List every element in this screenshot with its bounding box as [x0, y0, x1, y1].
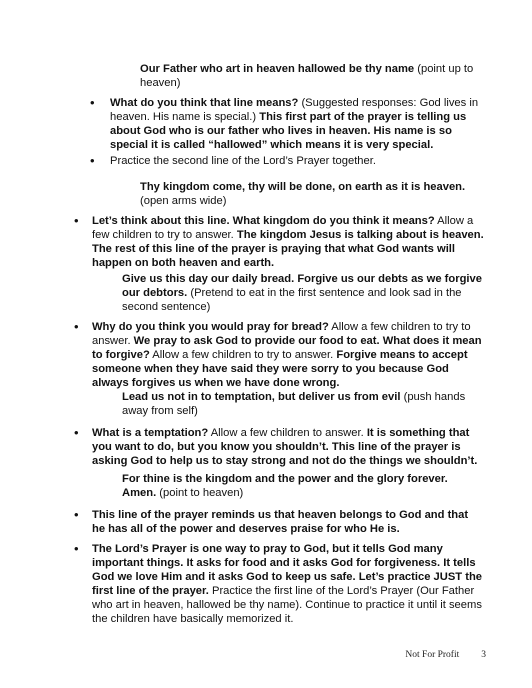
bullet-item [92, 214, 487, 270]
plain-text: (open arms wide) [140, 195, 227, 207]
bullet-marker: • [90, 95, 95, 110]
prayer-line [140, 62, 475, 90]
bullet-item [92, 508, 484, 536]
bullet-marker: • [90, 153, 95, 168]
bold-text: This first part of the prayer is telling us about God who is our father who lives in heaven. His name is so special it is called “hallowed” which means it is very special. [110, 111, 467, 151]
bold-text: Our Father who art in heaven hallowed be thy name [140, 63, 415, 75]
bullet-marker: • [74, 425, 79, 440]
bold-text: Thy kingdom come, thy will be done, on earth as it is heaven. [140, 181, 466, 193]
plain-text: (point to heaven) [156, 487, 244, 499]
page-footer [405, 648, 486, 662]
bold-text: It is something that you want to do, but you know you shouldn’t. This line of the prayer is asking God to help us to stay strong and not do the things we shouldn’t. [92, 427, 478, 467]
plain-text: Allow a few children to answer. [208, 427, 367, 439]
plain-text: Allow a few children to try to answer. [92, 321, 471, 347]
bullet-item [110, 96, 480, 152]
bold-text: The Lord’s Prayer is one way to pray to God, but it tells God many important things. It asks for food and it asks God for forgiveness. It tells God we love Him and it asks God to keep us safe. Let’s practice JUST the first line of the prayer. [92, 543, 483, 597]
bold-text: What is a temptation? [92, 427, 209, 439]
bold-text: Forgive means to accept someone when they have said they were sorry to you because God always forgives us when we have done wrong. [92, 349, 468, 389]
plain-text: (Pretend to eat in the first sentence and look sad in the second sentence) [122, 287, 462, 313]
plain-text: Practice the first line of the Lord’s Prayer (Our Father who art in heaven, hallowed be thy name). Continue to practice it until it seems the children have basically memorized it. [92, 585, 482, 625]
bullet-marker: • [74, 319, 79, 334]
bullet-item [110, 154, 480, 168]
plain-text: Allow a few children to try to answer. [92, 215, 474, 241]
bold-text: Why do you think you would pray for bread? [92, 321, 329, 333]
prayer-line [122, 272, 484, 314]
page-number: 3 [481, 650, 486, 660]
plain-text: (Suggested responses: God lives in heaven. His name is special.) [110, 97, 479, 123]
bold-text: Lead us not in to temptation, but deliver us from evil [122, 391, 401, 403]
bold-text: Give us this day our daily bread. Forgive us our debts as we forgive our debtors. [122, 273, 482, 299]
bold-text: For thine is the kingdom and the power and the glory forever. Amen. [122, 473, 448, 499]
bold-text: The kingdom Jesus is talking about is heaven. The rest of this line of the prayer is praying that what God wants will happen on both heaven and earth. [92, 229, 484, 269]
plain-text: Practice the second line of the Lord’s Prayer together. [110, 155, 376, 167]
prayer-line [122, 472, 484, 500]
bold-text: What do you think that line means? [110, 97, 299, 109]
bold-text: This line of the prayer reminds us that heaven belongs to God and that he has all of the power and deserves praise for who He is. [92, 509, 469, 535]
plain-text: (point up to heaven) [140, 63, 474, 89]
bullet-marker: • [74, 507, 79, 522]
footer-text: Not For Profit [405, 650, 460, 660]
prayer-line [122, 390, 484, 418]
bold-text: Let’s think about this line. What kingdom do you think it means? [92, 215, 435, 227]
plain-text: (push hands away from self) [122, 391, 466, 417]
bullet-item [92, 426, 487, 468]
prayer-line [140, 180, 485, 208]
bullet-marker: • [74, 213, 79, 228]
plain-text: Allow a few children to try to answer. [149, 349, 337, 361]
bold-text: We pray to ask God to provide our food to eat. What does it mean to forgive? [92, 335, 482, 361]
bullet-marker: • [74, 541, 79, 556]
bullet-item [92, 542, 484, 626]
bullet-item [92, 320, 487, 390]
